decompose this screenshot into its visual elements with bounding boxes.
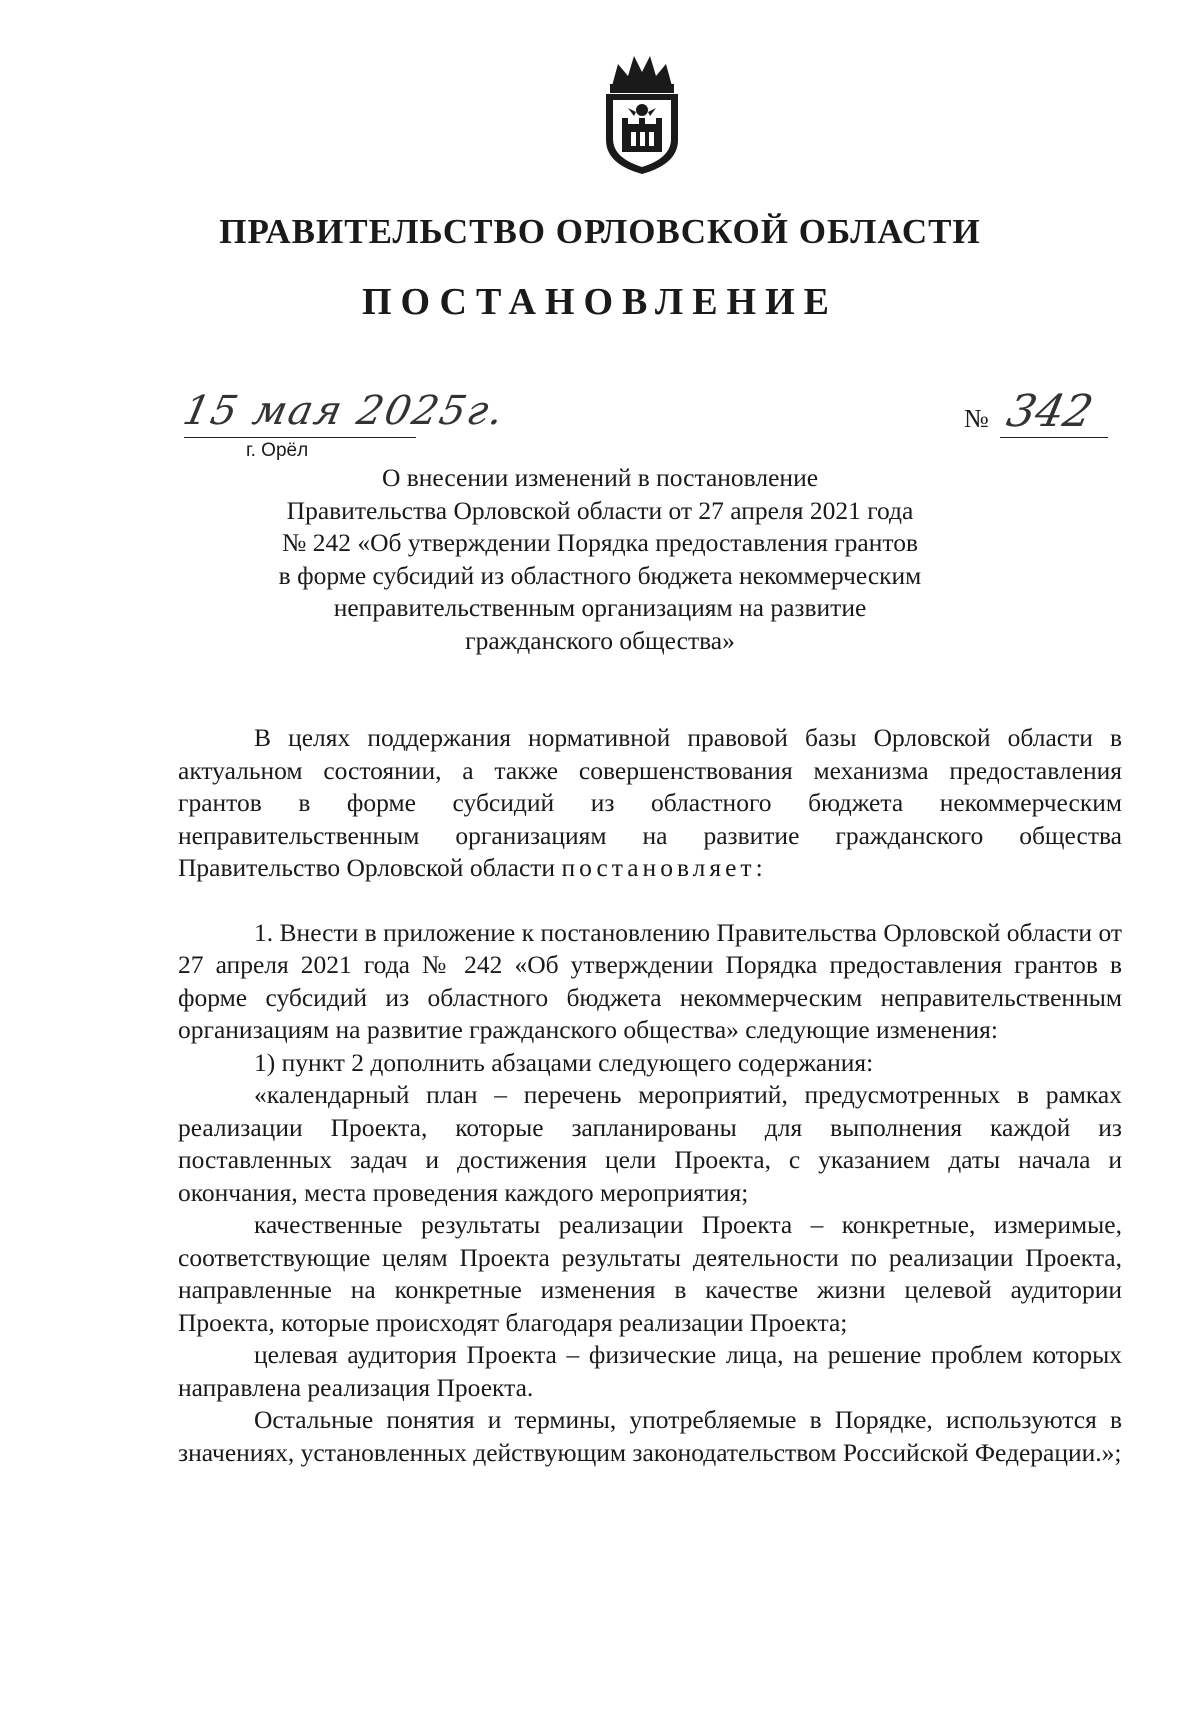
definition-target-audience: целевая аудитория Проекта – физические лица, на решение проблем которых направлена реализация Проекта.: [178, 1340, 1122, 1402]
organization-title: ПРАВИТЕЛЬСТВО ОРЛОВСКОЙ ОБЛАСТИ: [219, 212, 981, 251]
subject-line: в форме субсидий из областного бюджета некоммерческим: [278, 560, 922, 590]
number-underline: [1000, 437, 1108, 438]
subject-line: № 242 «Об утверждении Порядка предоставления грантов: [282, 528, 918, 557]
paragraph-1: 1. Внести в приложение к постановлению Правительства Орловской области от 27 апреля 2021 года № 242 «Об утверждении Порядка предоставления грантов в форме субсидий из областного бюджета некоммерческим неправительственным организациям на развитие гражданского общества» следующие изменения:: [178, 917, 1122, 1044]
city-label: г. Орёл: [246, 440, 309, 461]
handwritten-number: 342: [1002, 386, 1098, 437]
preamble-text: В целях поддержания нормативной правовой базы Орловской области в актуальном состоянии, а также совершенствования механизма предоставления грантов в форме субсидий из областного бюджета некоммерческим неправительственным организациям на развитие гражданского общества Правительство Орловской области: [178, 723, 1122, 882]
decree-word: постановляет:: [561, 853, 767, 882]
preamble-paragraph: [178, 722, 1122, 885]
document-subject: [0, 462, 1200, 657]
definition-calendar-plan: «календарный план – перечень мероприятий, предусмотренных в рамках реализации Проекта, которые запланированы для выполнения каждой из поставленных задач и достижения цели Проекта, с указанием даты начала и окончания, места проведения каждого мероприятия;: [178, 1080, 1122, 1207]
document-type-title: ПОСТАНОВЛЕНИЕ: [361, 281, 839, 323]
subject-line: неправительственным организациям на развитие: [333, 593, 867, 622]
date-underline: [184, 437, 416, 438]
subject-line: Правительства Орловской области от 27 апреля 2021 года: [286, 495, 914, 525]
subject-line: О внесении изменений в постановление: [381, 463, 819, 492]
coat-of-arms-icon: [598, 52, 686, 176]
handwritten-date: 15 мая 2025г.: [179, 388, 510, 434]
definition-quality-results: качественные результаты реализации Проекта – конкретные, измеримые, соответствующие целям Проекта результаты деятельности по реализации Проекта, направленные на конкретные изменения в качестве жизни целевой аудитории Проекта, которые происходят благодаря реализации Проекта;: [178, 1210, 1122, 1337]
definition-other-terms: Остальные понятия и термины, употребляемые в Порядке, используются в значениях, установленных действующим законодательством Российской Федерации.»;: [178, 1405, 1122, 1467]
number-label: №: [964, 404, 989, 433]
subparagraph-1: 1) пункт 2 дополнить абзацами следующего содержания:: [254, 1047, 874, 1077]
document-body: [178, 722, 1122, 1469]
subject-line: гражданского общества»: [465, 625, 735, 655]
